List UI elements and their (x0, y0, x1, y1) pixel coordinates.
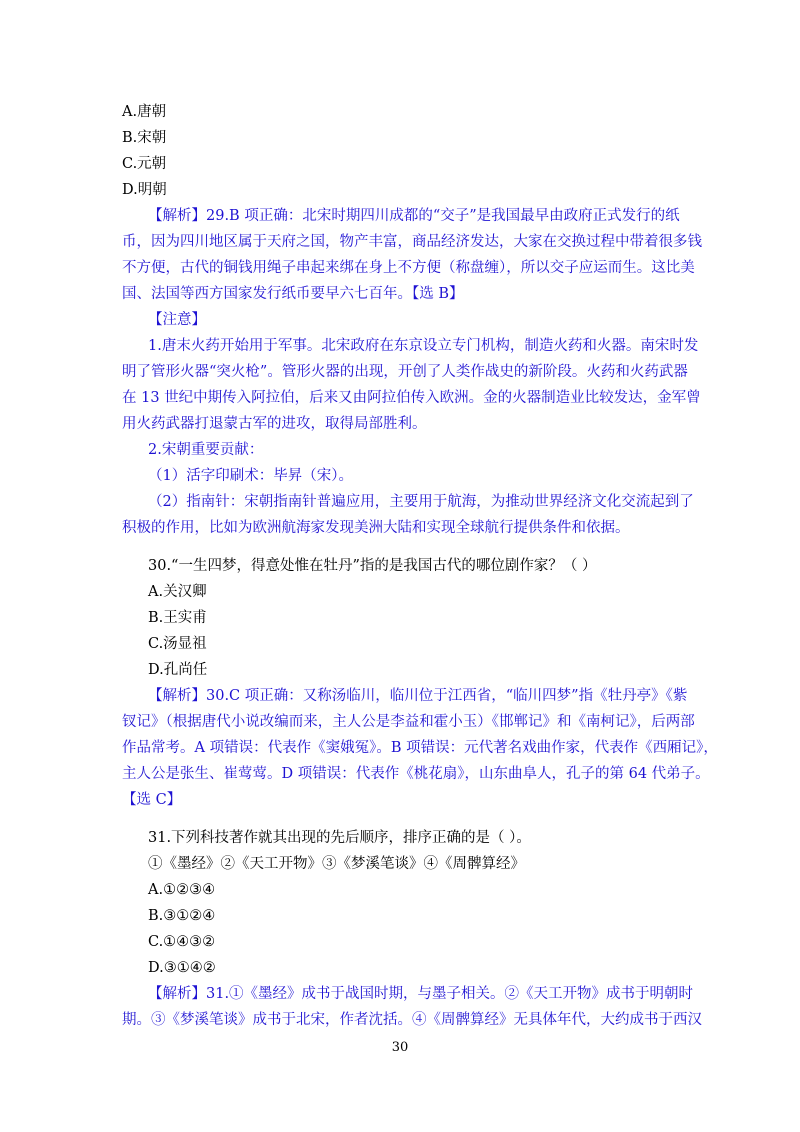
q31-analysis-line: 期。③《梦溪笔谈》成书于北宋，作者沈括。④《周髀算经》无具体年代，大约成书于西汉 (122, 1012, 702, 1028)
note-line: 积极的作用，比如为欧洲航海家发现美洲大陆和实现全球航行提供条件和依据。 (122, 520, 630, 536)
q31-option-a: A.①②③④ (148, 882, 216, 898)
q31-items: ①《墨经》②《天工开物》③《梦溪笔谈》④《周髀算经》 (148, 856, 525, 872)
q29-analysis-line: 国、法国等西方国家发行纸币要早六七百年。【选 B】 (122, 286, 464, 302)
q29-option-c: C.元朝 (122, 156, 167, 172)
q31-option-b: B.③①②④ (148, 908, 216, 924)
q29-option-a: A.唐朝 (122, 104, 167, 120)
q29-option-b: B.宋朝 (122, 130, 167, 146)
note-line: 1.唐末火药开始用于军事。北宋政府在东京设立专门机构，制造火药和火器。南宋时发 (148, 338, 699, 354)
page-number: 30 (391, 1040, 409, 1055)
q30-option-a: A.关汉卿 (148, 584, 207, 600)
q31-option-c: C.①④③② (148, 934, 216, 950)
q29-analysis-line: 不方便，古代的铜钱用绳子串起来绑在身上不方便（称盘缠），所以交子应运而生。这比美 (122, 260, 695, 276)
q29-analysis-line: 【解析】29.B 项正确：北宋时期四川成都的“交子”是我国最早由政府正式发行的纸 (148, 208, 680, 224)
note-line: 用火药武器打退蒙古军的进攻，取得局部胜利。 (122, 416, 427, 432)
q30-analysis-line: 主人公是张生、崔莺莺。D 项错误：代表作《桃花扇》，山东曲阜人，孔子的第 64 代弟子。 (122, 766, 710, 782)
note-line: （2）指南针：宋朝指南针普遍应用，主要用于航海，为推动世界经济文化交流起到了 (148, 494, 694, 510)
q30-question: 30.“一生四梦，得意处惟在牡丹”指的是我国古代的哪位剧作家？（ ） (148, 558, 597, 574)
q30-option-b: B.王实甫 (148, 610, 207, 626)
q29-option-d: D.明朝 (122, 182, 167, 198)
note-line: 明了管形火器“突火枪”。管形火器的出现，开创了人类作战史的新阶段。火药和火药武器 (122, 364, 688, 380)
q30-option-c: C.汤显祖 (148, 636, 207, 652)
q30-option-d: D.孔尚任 (148, 662, 208, 678)
q29-analysis-line: 币，因为四川地区属于天府之国，物产丰富，商品经济发达，大家在交换过程中带着很多钱 (122, 234, 702, 250)
note-line: 2.宋朝重要贡献： (148, 442, 264, 458)
q30-analysis-line: 【选 C】 (122, 792, 182, 808)
note-title: 【注意】 (148, 312, 206, 328)
note-line: 在 13 世纪中期传入阿拉伯，后来又由阿拉伯传入欧洲。金的火器制造业比较发达，金军曾 (122, 390, 701, 406)
q30-analysis-line: 钗记》（根据唐代小说改编而来，主人公是李益和霍小玉）《邯郸记》和《南柯记》，后两部 (122, 714, 695, 730)
q30-analysis-line: 【解析】30.C 项正确：又称汤临川，临川位于江西省，“临川四梦”指《牡丹亭》《紫 (148, 688, 688, 704)
note-line: （1）活字印刷术：毕昇（宋）。 (148, 468, 353, 484)
q30-analysis-line: 作品常考。A 项错误：代表作《窦娥冤》。B 项错误：元代著名戏曲作家，代表作《西厢记》， (122, 740, 718, 756)
q31-option-d: D.③①④② (148, 960, 216, 976)
q31-question: 31.下列科技著作就其出现的先后顺序，排序正确的是（ ）。 (148, 830, 531, 846)
q31-analysis-line: 【解析】31.①《墨经》成书于战国时期，与墨子相关。②《天工开物》成书于明朝时 (148, 986, 694, 1002)
